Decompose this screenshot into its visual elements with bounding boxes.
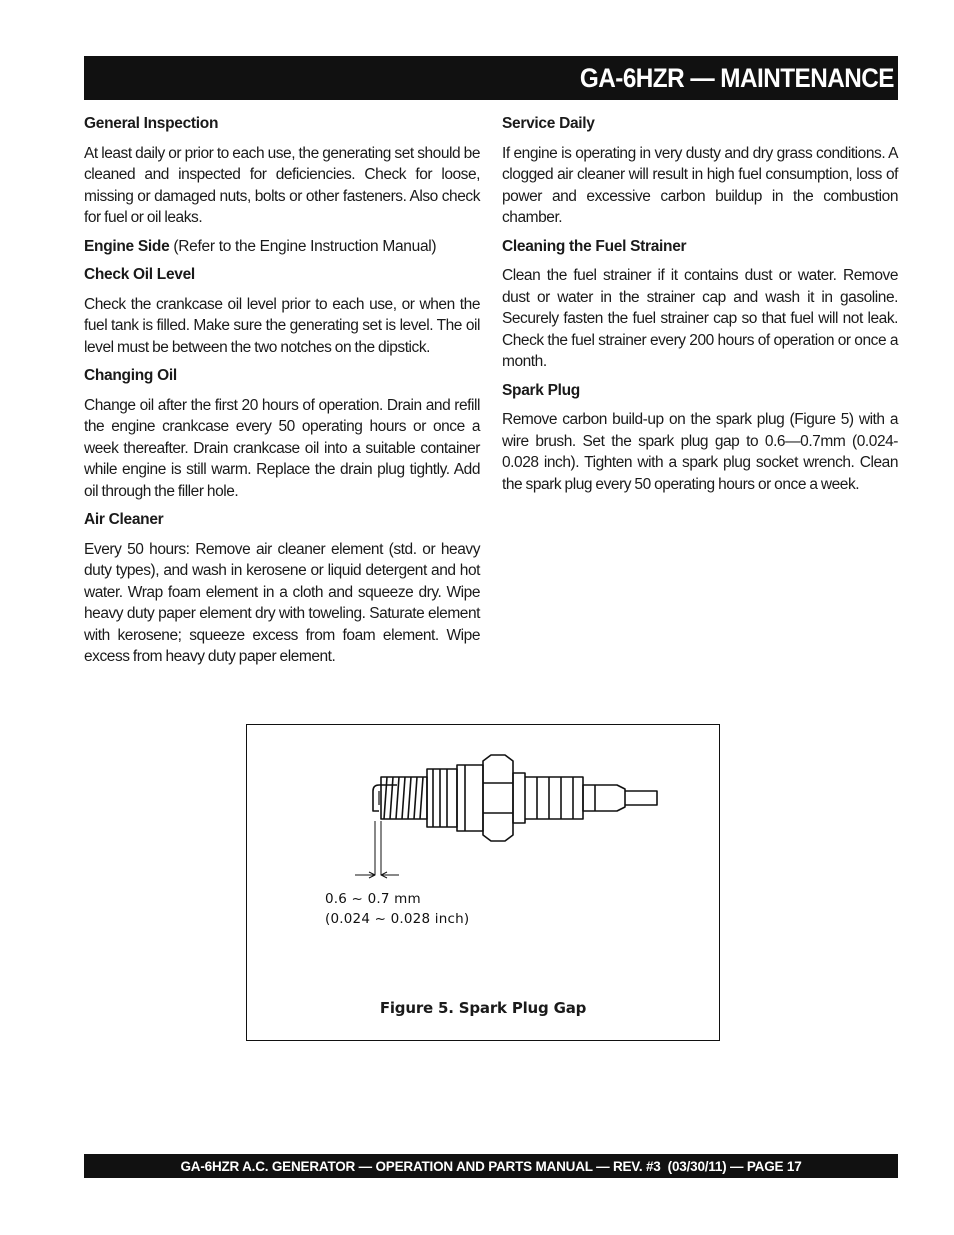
spark-plug-text: Remove carbon build-up on the spark plug (Figure 5) with a wire brush. Set the spark plug gap to 0.6—0.7mm (0.024-0.028 inch). Tighten with a spark plug socket wrench. Clean the spark plug every 50 operating hours or once a week. bbox=[502, 411, 898, 493]
figure-5-box bbox=[246, 724, 720, 1041]
page-title: GA-6HZR — MAINTENANCE bbox=[579, 62, 894, 93]
page-footer-bar bbox=[84, 1154, 898, 1178]
engine-side-note: (Refer to the Engine Instruction Manual) bbox=[169, 237, 437, 255]
air-cleaner-text: Every 50 hours: Remove air cleaner element (std. or heavy duty types), and wash in kerosene or liquid detergent and hot water. Wrap foam element in a cloth and squeeze dry. Wipe heavy duty paper element dry with toweling. Saturate element with kerosene; squeeze excess from foam element. Wipe excess from heavy duty paper element. bbox=[84, 540, 480, 665]
changing-oil-text: Change oil after the first 20 hours of operation. Drain and refill the engine crankcase every 50 operating hours or once a week thereafter. Drain crankcase oil into a suitable container while engine is still warm. Replace the drain plug tightly. Add oil through the filler hole. bbox=[84, 396, 480, 500]
footer-text: GA-6HZR A.C. GENERATOR — OPERATION AND PARTS MANUAL — REV. #3 (03/30/11) — PAGE 17 bbox=[180, 1158, 802, 1174]
engine-side-line bbox=[84, 236, 480, 258]
changing-oil-heading: Changing Oil bbox=[84, 367, 177, 384]
left-column bbox=[84, 113, 480, 675]
service-daily-text: If engine is operating in very dusty and dry grass conditions. A clogged air cleaner will result in high fuel consumption, loss of power and excessive carbon buildup in the combustion chamber. bbox=[502, 144, 898, 226]
gap-mm-label: 0.6 ~ 0.7 mm bbox=[325, 891, 421, 907]
page-header-bar bbox=[84, 56, 898, 100]
check-oil-text: Check the crankcase oil level prior to each use, or when the fuel tank is filled. Make sure the generating set is level. The oil level must be between the two notches on the dipstick. bbox=[84, 295, 480, 356]
fuel-strainer-heading: Cleaning the Fuel Strainer bbox=[502, 237, 687, 255]
check-oil-heading: Check Oil Level bbox=[84, 266, 195, 283]
general-inspection-heading: General Inspection bbox=[84, 115, 219, 132]
service-daily-heading: Service Daily bbox=[502, 115, 595, 132]
figure-caption: Figure 5. Spark Plug Gap bbox=[379, 999, 587, 1017]
air-cleaner-heading: Air Cleaner bbox=[84, 511, 164, 528]
general-inspection-text: At least daily or prior to each use, the generating set should be cleaned and inspected for deficiencies. Check for loose, missing or damaged nuts, bolts or other fasteners. Also check for fuel or oil leaks. bbox=[84, 144, 480, 226]
spark-plug-heading: Spark Plug bbox=[502, 381, 580, 399]
gap-inch-label: (0.024 ~ 0.028 inch) bbox=[325, 911, 470, 927]
spark-plug-icon bbox=[247, 725, 719, 1040]
fuel-strainer-text: Clean the fuel strainer if it contains dust or water. Remove dust or water in the strainer cap and wash it in gasoline. Securely fasten the fuel strainer cap so that fuel will not leak. Check the fuel strainer every 200 hours of operation or once a month. bbox=[502, 267, 898, 370]
engine-side-label: Engine Side bbox=[84, 237, 170, 255]
right-column bbox=[502, 113, 898, 502]
